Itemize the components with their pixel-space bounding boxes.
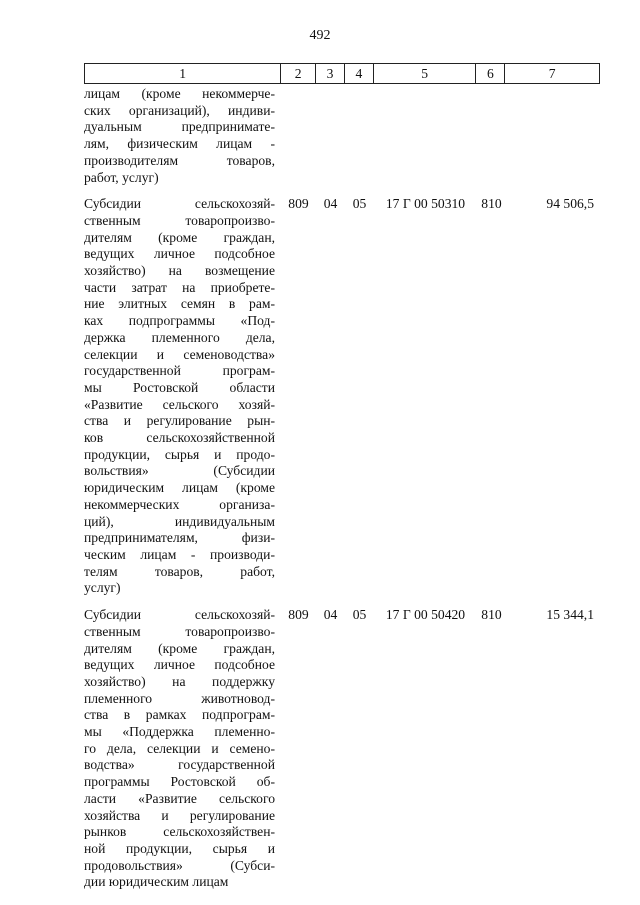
description-line: государственной програм- [84,363,275,379]
description-line: ведущих личное подсобное [84,657,275,673]
header-col-6: 6 [476,64,505,83]
description-line: ских организаций), индиви- [84,102,275,118]
description-line: ственным товаропроизво- [84,623,275,639]
description-line: продовольствия» (Субси- [84,857,275,873]
description-line: дителям (кроме граждан, [84,640,275,656]
cell-col2: 809 [288,607,309,623]
description-line: мы Ростовской области [84,379,275,395]
header-col-3: 3 [316,64,345,83]
table-row [84,607,600,891]
cell-col3: 04 [323,196,338,212]
description-line: производителям товаров, [84,152,275,168]
description-line: Субсидии сельскохозяй- [84,196,275,212]
description-line: ственным товаропроизво- [84,212,275,228]
description-line: некоммерческих организа- [84,496,275,512]
description-line: ние элитных семян в рам- [84,296,275,312]
description-line: водства» государственной [84,757,275,773]
description-line: предпринимателям, физи- [84,530,275,546]
description-line: лицам (кроме некоммерче- [84,86,275,101]
cell-col4: 05 [352,196,367,212]
table-header [84,63,600,84]
row-gap [84,186,600,196]
description-line: «Развитие сельского хозяй- [84,396,275,412]
cell-col5: 17 Г 00 50420 [385,607,466,623]
description-line: работ, услуг) [84,169,159,185]
description-line: ной продукции, сырья и [84,840,275,856]
description-line: части затрат на приобрете- [84,279,275,295]
description-line: вольствия» (Субсидии [84,463,275,479]
table-row [84,196,600,597]
header-col-2: 2 [281,64,316,83]
cell-col6 [477,86,506,186]
description-line: юридическим лицам (кроме [84,480,275,496]
description-line: ках подпрограммы «Под- [84,313,275,329]
description-line: продукции, сырья и продо- [84,446,275,462]
header-col-1: 1 [85,64,281,83]
description-line: ства и регулирование рын- [84,413,275,429]
row-description [84,86,281,186]
cell-col7 [506,86,600,186]
description-line: услуг) [84,580,121,596]
description-line: го дела, селекции и семено- [84,740,275,756]
description-line: хозяйства и регулирование [84,807,275,823]
description-line: ведущих личное подсобное [84,246,275,262]
table-row [84,86,600,186]
description-line: ства в рамках подпрограм- [84,707,275,723]
page-number: 492 [309,28,331,43]
header-col-7: 7 [548,66,556,81]
description-line: ласти «Развитие сельского [84,790,275,806]
description-line: дителям (кроме граждан, [84,229,275,245]
cell-col5: 17 Г 00 50310 [385,196,466,212]
header-col-5: 5 [374,64,477,83]
description-line: селекции и семеноводства» [84,346,275,362]
cell-col3 [316,86,345,186]
cell-col4 [345,86,374,186]
description-line: хозяйство) на поддержку [84,673,275,689]
cell-col2: 809 [288,196,309,212]
description-line: программы Ростовской об- [84,774,275,790]
description-line: племенного животновод- [84,690,275,706]
description-line: дуальным предпринимате- [84,119,275,135]
description-line: Субсидии сельскохозяй- [84,607,275,623]
cell-col2 [281,86,316,186]
row-gap [84,597,600,607]
description-line: телям товаров, работ, [84,563,275,579]
row-description [84,196,281,597]
cell-col3: 04 [323,607,338,623]
cell-col7: 94 506,5 [546,196,594,212]
cell-col7: 15 344,1 [546,607,594,623]
description-line: дии юридическим лицам [84,874,229,890]
header-col-4: 4 [345,64,374,83]
description-line: держка племенного дела, [84,329,275,345]
row-description [84,607,281,891]
description-line: мы «Поддержка племенно- [84,724,275,740]
cell-col5 [374,86,477,186]
description-line: хозяйство) на возмещение [84,263,275,279]
description-line: ков сельскохозяйственной [84,430,275,446]
cell-col4: 05 [352,607,367,623]
description-line: рынков сельскохозяйствен- [84,824,275,840]
table-body [84,86,600,891]
description-line: ций), индивидуальным [84,513,275,529]
cell-col6: 810 [481,607,502,623]
description-line: ческим лицам - производи- [84,546,275,562]
cell-col6: 810 [481,196,502,212]
description-line: лям, физическим лицам - [84,136,275,152]
